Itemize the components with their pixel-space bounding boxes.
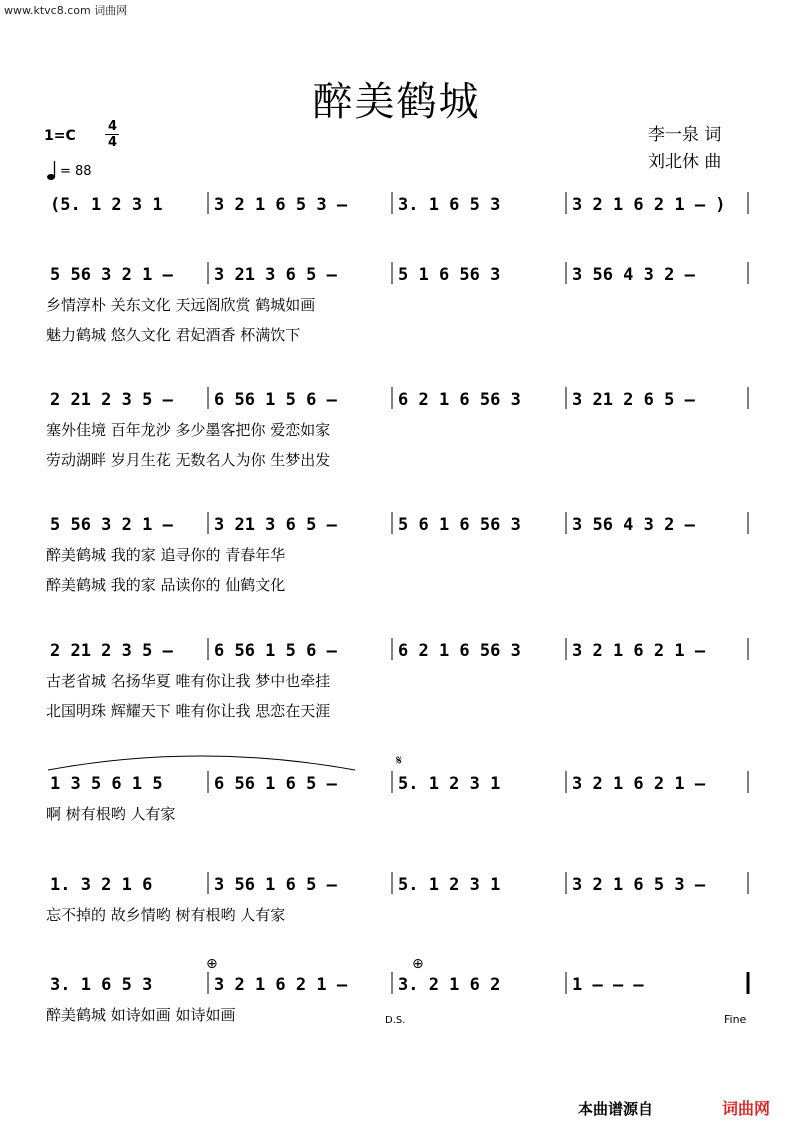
measure-notes: 3 2 1 6 2 1 – ): [572, 195, 726, 215]
lyric-line: 醉美鹤城 如诗如画 如诗如画: [46, 1006, 236, 1024]
measure-notes: 3 21 2 6 5 –: [572, 390, 695, 410]
measure-notes: 5 1 6 56 3: [398, 265, 501, 285]
coda-icon: ⊕: [412, 956, 424, 972]
slur: [48, 756, 355, 770]
lyric-line: 忘不掉的 故乡情哟 树有根哟 人有家: [46, 906, 286, 924]
source-label: 本曲谱源自: [578, 1100, 654, 1118]
segno-icon: 𝄋: [396, 753, 403, 769]
measure-notes: 3. 1 6 5 3: [50, 975, 153, 995]
measure-notes: 3 56 4 3 2 –: [572, 265, 695, 285]
measure-notes: 6 56 1 5 6 –: [214, 390, 337, 410]
measure-notes: 3 2 1 6 2 1 –: [572, 774, 706, 794]
lyric-line: 啊 树有根哟 人有家: [46, 805, 176, 823]
time-signature-top: 4: [108, 119, 118, 134]
measure-notes: 3. 2 1 6 2: [398, 975, 501, 995]
measure-notes: 3 56 4 3 2 –: [572, 515, 695, 535]
site-label: 词曲网: [722, 1099, 771, 1118]
watermark: www.ktvc8.com 词曲网: [4, 4, 128, 17]
lyric-line: 乡情淳朴 关东文化 天远阁欣赏 鹤城如画: [46, 296, 316, 314]
fine-mark: Fine: [724, 1013, 747, 1026]
composer: 刘北休 曲: [648, 152, 722, 172]
key-signature: 1=C: [44, 128, 76, 144]
measure-notes: 1 3 5 6 1 5: [50, 774, 163, 794]
measure-notes: 3 21 3 6 5 –: [214, 515, 337, 535]
measure-notes: 3. 1 6 5 3: [398, 195, 501, 215]
lyric-line: 北国明珠 辉耀天下 唯有你让我 思恋在天涯: [46, 702, 331, 720]
measure-notes: 5. 1 2 3 1: [398, 875, 501, 895]
ds-mark: D.S.: [385, 1015, 406, 1026]
measure-notes: 2 21 2 3 5 –: [50, 390, 173, 410]
coda-icon: ⊕: [206, 956, 218, 972]
measure-notes: 5 56 3 2 1 –: [50, 515, 173, 535]
measure-notes: 2 21 2 3 5 –: [50, 641, 173, 661]
measure-notes: (5. 1 2 3 1: [50, 195, 163, 215]
measure-notes: 3 2 1 6 5 3 –: [214, 195, 348, 215]
measure-notes: 3 56 1 6 5 –: [214, 875, 337, 895]
lyric-line: 古老省城 名扬华夏 唯有你让我 梦中也牵挂: [46, 672, 331, 690]
song-title: 醉美鹤城: [312, 79, 481, 125]
lyric-line: 塞外佳境 百年龙沙 多少墨客把你 爱恋如家: [46, 421, 331, 439]
measure-notes: 5 56 3 2 1 –: [50, 265, 173, 285]
lyric-line: 魅力鹤城 悠久文化 君妃酒香 杯满饮下: [46, 326, 301, 344]
measure-notes: 1 – – –: [572, 975, 644, 995]
tempo-mark: = 88: [60, 164, 92, 179]
measure-notes: 6 56 1 5 6 –: [214, 641, 337, 661]
measure-notes: 6 56 1 6 5 –: [214, 774, 337, 794]
measure-notes: 3 21 3 6 5 –: [214, 265, 337, 285]
measure-notes: 6 2 1 6 56 3: [398, 390, 521, 410]
measure-notes: 5 6 1 6 56 3: [398, 515, 521, 535]
lyric-line: 劳动湖畔 岁月生花 无数名人为你 生梦出发: [46, 451, 331, 469]
lyric-line: 醉美鹤城 我的家 品读你的 仙鹤文化: [46, 576, 286, 594]
lyricist: 李一泉 词: [648, 125, 722, 145]
measure-notes: 1. 3 2 1 6: [50, 875, 153, 895]
measure-notes: 3 2 1 6 5 3 –: [572, 875, 706, 895]
measure-notes: 3 2 1 6 2 1 –: [572, 641, 706, 661]
time-signature-bottom: 4: [108, 135, 118, 150]
measure-notes: 3 2 1 6 2 1 –: [214, 975, 348, 995]
measure-notes: 5. 1 2 3 1: [398, 774, 501, 794]
lyric-line: 醉美鹤城 我的家 追寻你的 青春年华: [46, 546, 286, 564]
measure-notes: 6 2 1 6 56 3: [398, 641, 521, 661]
